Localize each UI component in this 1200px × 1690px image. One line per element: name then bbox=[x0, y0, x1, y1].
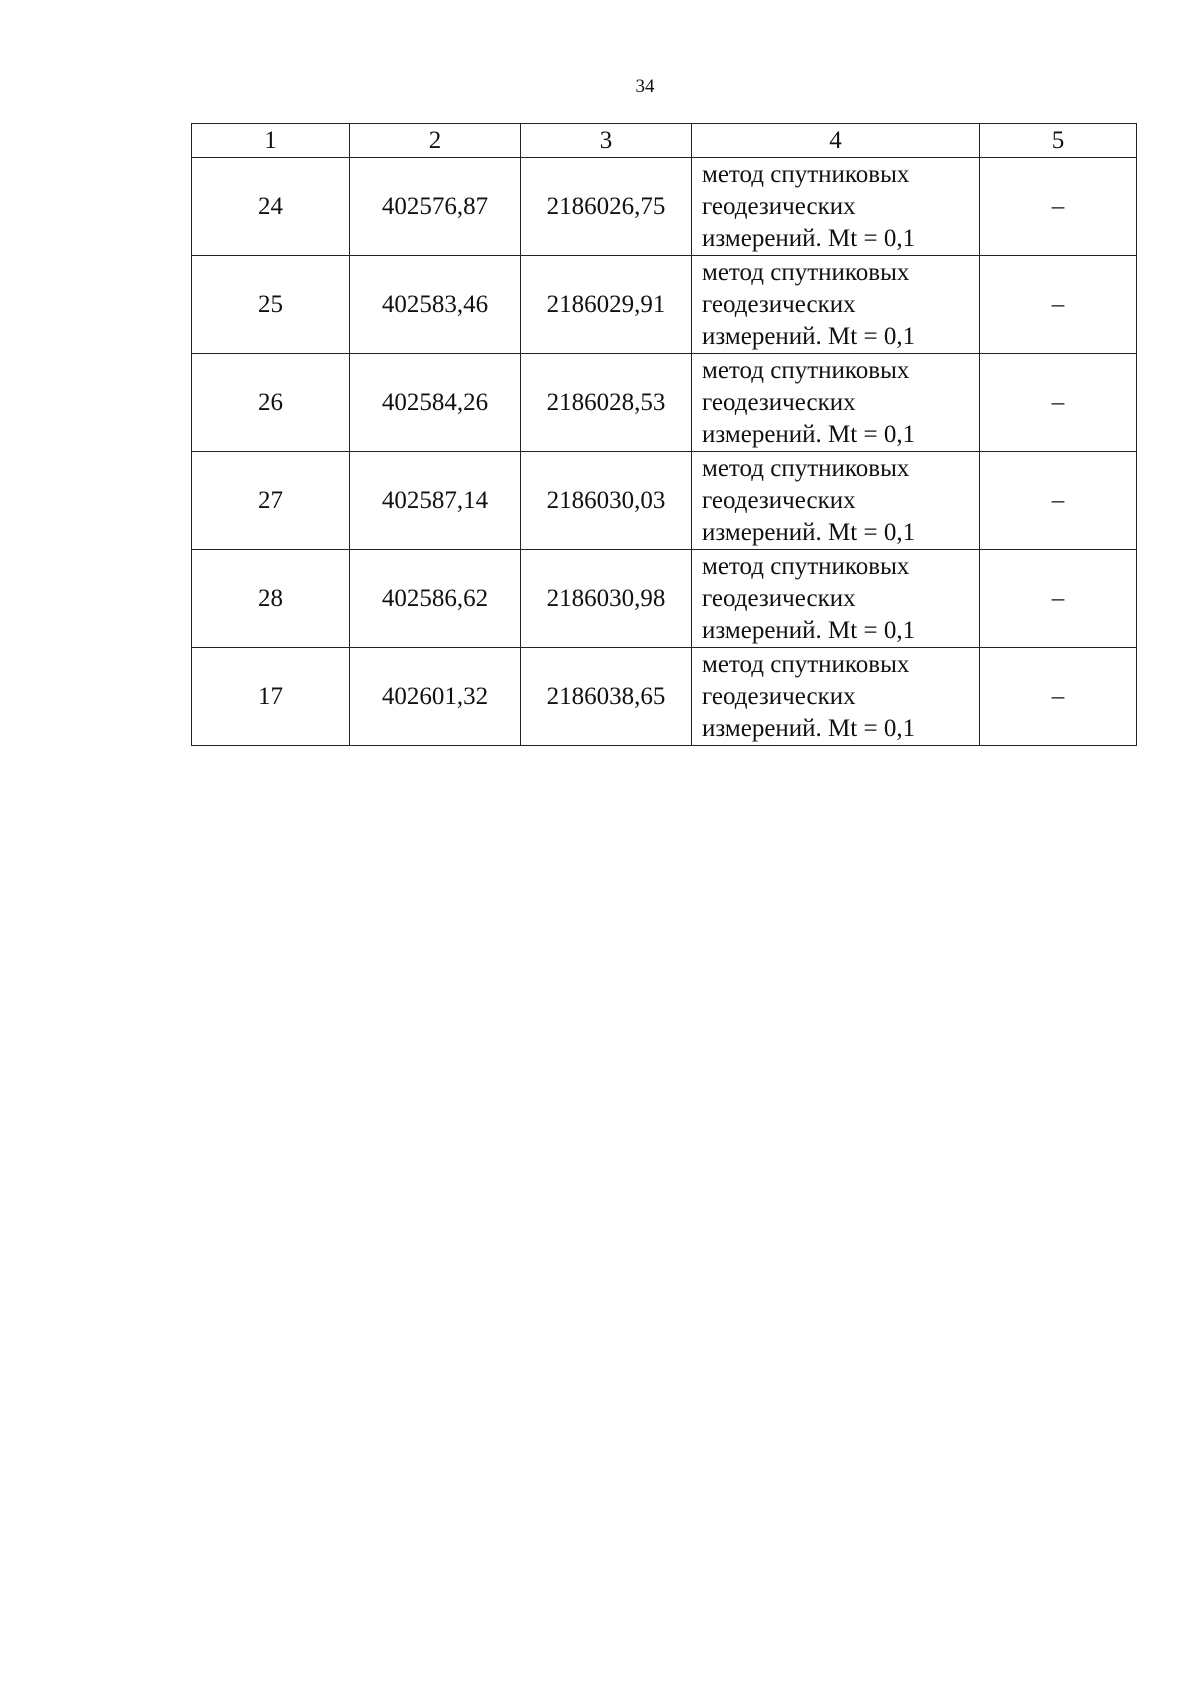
point-number: 17 bbox=[192, 648, 350, 746]
x-coordinate: 402584,26 bbox=[350, 354, 521, 452]
measurement-method: метод спутниковых геодезических измерений. Mt = 0,1 bbox=[692, 354, 980, 452]
y-coordinate: 2186029,91 bbox=[521, 256, 692, 354]
column-header-2: 2 bbox=[350, 124, 521, 158]
y-coordinate: 2186026,75 bbox=[521, 158, 692, 256]
x-coordinate: 402586,62 bbox=[350, 550, 521, 648]
note: – bbox=[980, 648, 1137, 746]
table-row bbox=[192, 158, 1137, 256]
y-coordinate: 2186030,98 bbox=[521, 550, 692, 648]
column-header-3: 3 bbox=[521, 124, 692, 158]
y-coordinate: 2186030,03 bbox=[521, 452, 692, 550]
measurement-method: метод спутниковых геодезических измерений. Mt = 0,1 bbox=[692, 648, 980, 746]
x-coordinate: 402576,87 bbox=[350, 158, 521, 256]
note: – bbox=[980, 452, 1137, 550]
column-header-5: 5 bbox=[980, 124, 1137, 158]
note: – bbox=[980, 550, 1137, 648]
column-header-1: 1 bbox=[192, 124, 350, 158]
note: – bbox=[980, 256, 1137, 354]
column-header-4: 4 bbox=[692, 124, 980, 158]
x-coordinate: 402583,46 bbox=[350, 256, 521, 354]
table-row bbox=[192, 256, 1137, 354]
point-number: 24 bbox=[192, 158, 350, 256]
table-row bbox=[192, 354, 1137, 452]
table-header bbox=[192, 124, 1137, 158]
point-number: 26 bbox=[192, 354, 350, 452]
measurement-method: метод спутниковых геодезических измерений. Mt = 0,1 bbox=[692, 550, 980, 648]
y-coordinate: 2186038,65 bbox=[521, 648, 692, 746]
point-number: 27 bbox=[192, 452, 350, 550]
table-row bbox=[192, 452, 1137, 550]
table-row bbox=[192, 648, 1137, 746]
note: – bbox=[980, 158, 1137, 256]
header-row bbox=[192, 124, 1137, 158]
measurement-method: метод спутниковых геодезических измерений. Mt = 0,1 bbox=[692, 452, 980, 550]
table-body bbox=[192, 158, 1137, 746]
table-row bbox=[192, 550, 1137, 648]
point-number: 25 bbox=[192, 256, 350, 354]
measurement-method: метод спутниковых геодезических измерений. Mt = 0,1 bbox=[692, 158, 980, 256]
x-coordinate: 402601,32 bbox=[350, 648, 521, 746]
note: – bbox=[980, 354, 1137, 452]
x-coordinate: 402587,14 bbox=[350, 452, 521, 550]
measurement-method: метод спутниковых геодезических измерений. Mt = 0,1 bbox=[692, 256, 980, 354]
y-coordinate: 2186028,53 bbox=[521, 354, 692, 452]
coordinates-table bbox=[191, 123, 1137, 746]
page-number: 34 bbox=[635, 76, 655, 97]
point-number: 28 bbox=[192, 550, 350, 648]
